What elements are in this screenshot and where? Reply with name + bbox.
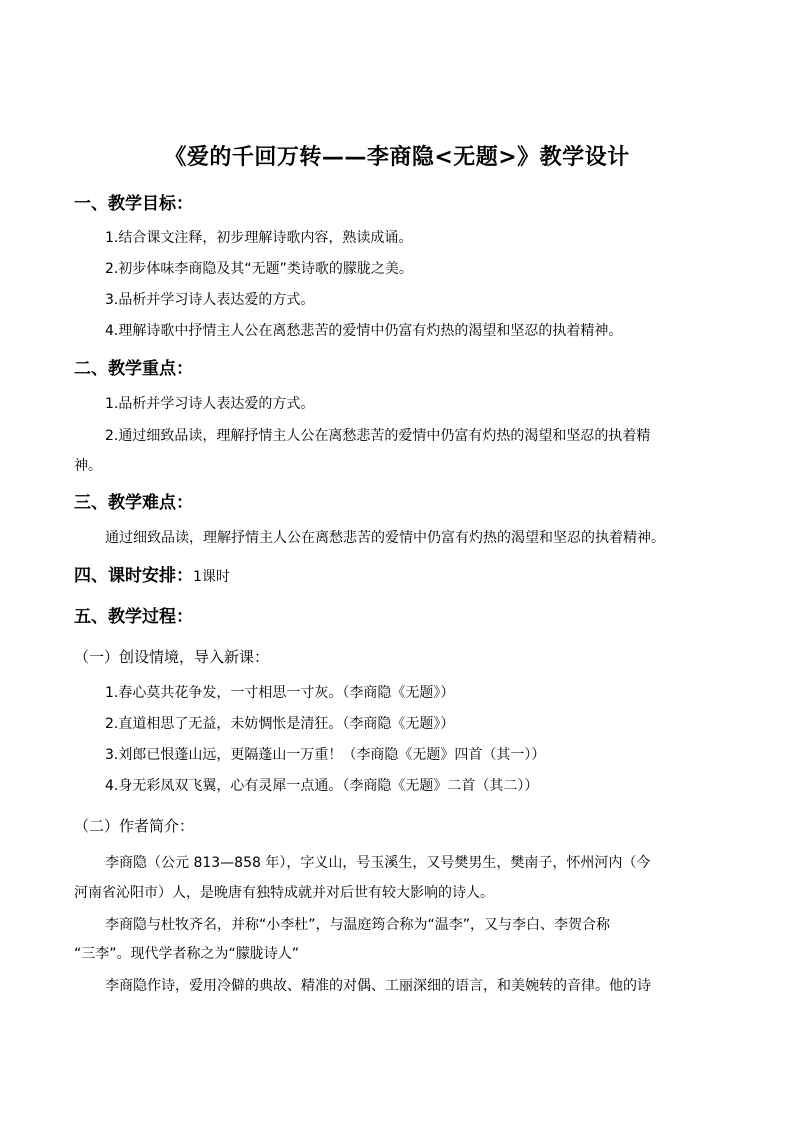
section-heading-difficulties: 三、教学难点：	[74, 493, 193, 513]
process-part1-heading: （一）创设情境，导入新课：	[74, 648, 270, 666]
difficulty-text: 通过细致品读，理解抒情主人公在离愁悲苦的爱情中仍富有灼热的渴望和坚忍的执着精神。	[105, 530, 665, 546]
author-bio-line-1: 李商隐（公元 813—858 年），字义山，号玉溪生，又号樊男生，樊南子，怀州河内（今	[105, 855, 651, 871]
author-bio-line-2: 河南省沁阳市）人，是晚唐有独特成就并对后世有较大影响的诗人。	[74, 885, 494, 901]
intro-verse-1: 1.春心莫共花争发，一寸相思一寸灰。（李商隐《无题》）	[105, 685, 455, 701]
intro-verse-4: 4.身无彩凤双飞翼，心有灵犀一点通。（李商隐《无题》二首（其二））	[105, 778, 539, 794]
schedule-value: 1课时	[193, 569, 230, 585]
section-heading-process: 五、教学过程：	[74, 607, 193, 627]
key-point-item-2: 2.通过细致品读，理解抒情主人公在离愁悲苦的爱情中仍富有灼热的渴望和坚忍的执着精	[105, 428, 651, 444]
objective-item-1: 1.结合课文注释，初步理解诗歌内容，熟读成诵。	[105, 230, 413, 246]
objective-item-2: 2.初步体味李商隐及其“无题”类诗歌的朦胧之美。	[105, 261, 413, 277]
key-point-item-2-cont: 神。	[74, 458, 102, 474]
objective-item-4: 4.理解诗歌中抒情主人公在离愁悲苦的爱情中仍富有灼热的渴望和坚忍的执着精神。	[105, 323, 623, 339]
author-bio-line-4: “三李”。现代学者称之为“朦胧诗人”	[74, 946, 300, 962]
key-point-item-1: 1.品析并学习诗人表达爱的方式。	[105, 396, 315, 412]
process-part2-heading: （二）作者简介：	[74, 817, 195, 835]
section-heading-schedule	[74, 563, 230, 590]
author-bio-line-3: 李商隐与杜牧齐名，并称“小李杜”，与温庭筠合称为“温李”，又与李白、李贺合称	[105, 917, 611, 933]
author-bio-line-5: 李商隐作诗，爱用冷僻的典故、精准的对偶、工丽深细的语言，和美婉转的音律。他的诗	[105, 978, 651, 994]
section-heading-key-points: 二、教学重点：	[74, 359, 193, 379]
intro-verse-2: 2.直道相思了无益，未妨惆怅是清狂。（李商隐《无题》）	[105, 716, 455, 732]
intro-verse-3: 3.刘郎已恨蓬山远，更隔蓬山一万重！（李商隐《无题》四首（其一））	[105, 747, 546, 763]
objective-item-3: 3.品析并学习诗人表达爱的方式。	[105, 292, 315, 308]
document-title: 《爱的千回万转——李商隐<无题>》教学设计	[164, 145, 630, 170]
section-heading-objectives: 一、教学目标：	[74, 194, 193, 214]
schedule-label: 四、课时安排：	[74, 566, 193, 586]
